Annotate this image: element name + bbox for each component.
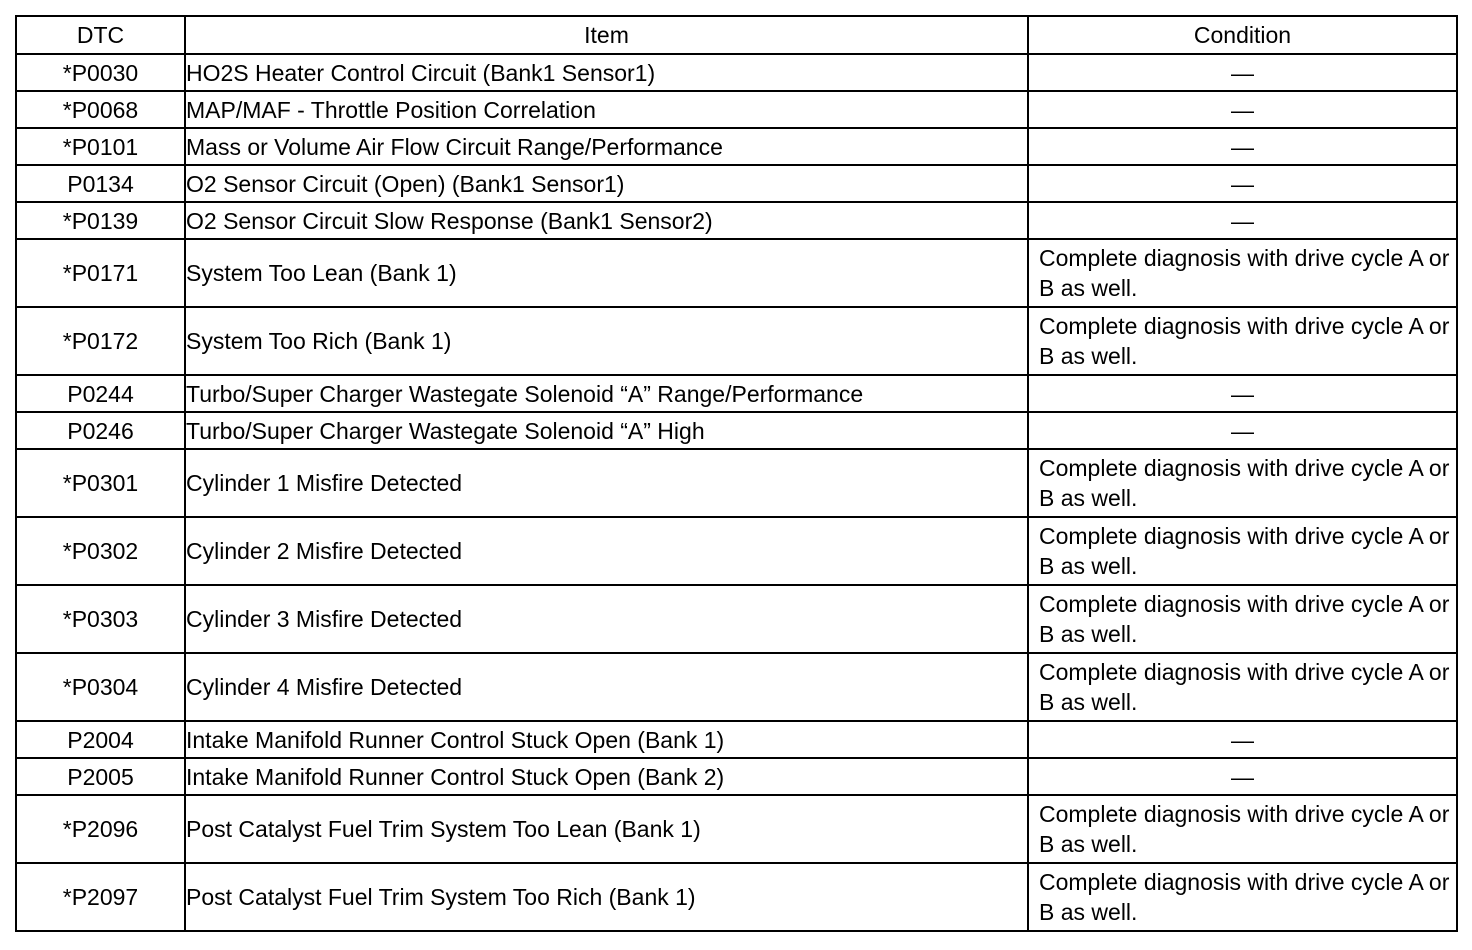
dtc-code: *P0171 [16, 239, 185, 307]
dtc-condition: — [1028, 165, 1457, 202]
dtc-item: Cylinder 3 Misfire Detected [185, 585, 1028, 653]
dtc-code: P2004 [16, 721, 185, 758]
dtc-item: Intake Manifold Runner Control Stuck Open (Bank 2) [185, 758, 1028, 795]
dtc-item: MAP/MAF - Throttle Position Correlation [185, 91, 1028, 128]
dtc-item: Mass or Volume Air Flow Circuit Range/Performance [185, 128, 1028, 165]
dtc-code: *P0303 [16, 585, 185, 653]
table-row [16, 202, 1457, 239]
dtc-code: *P2096 [16, 795, 185, 863]
dtc-code: *P0301 [16, 449, 185, 517]
table-row [16, 128, 1457, 165]
table-row [16, 585, 1457, 653]
table-row [16, 307, 1457, 375]
dtc-item: Turbo/Super Charger Wastegate Solenoid “A” High [185, 412, 1028, 449]
dtc-code: *P0030 [16, 54, 185, 91]
table-row [16, 412, 1457, 449]
dtc-code: *P0068 [16, 91, 185, 128]
dtc-item: System Too Lean (Bank 1) [185, 239, 1028, 307]
dtc-code: *P0139 [16, 202, 185, 239]
dtc-code: P0246 [16, 412, 185, 449]
dtc-condition: Complete diagnosis with drive cycle A or B as well. [1028, 863, 1457, 931]
dtc-condition: Complete diagnosis with drive cycle A or B as well. [1028, 307, 1457, 375]
dtc-condition: Complete diagnosis with drive cycle A or B as well. [1028, 585, 1457, 653]
table-row [16, 653, 1457, 721]
dtc-condition: — [1028, 91, 1457, 128]
dtc-code: P2005 [16, 758, 185, 795]
table-row [16, 54, 1457, 91]
header-dtc: DTC [16, 16, 185, 54]
dtc-condition: Complete diagnosis with drive cycle A or B as well. [1028, 239, 1457, 307]
table-row [16, 449, 1457, 517]
dtc-condition: Complete diagnosis with drive cycle A or B as well. [1028, 449, 1457, 517]
table-row [16, 795, 1457, 863]
dtc-item: Intake Manifold Runner Control Stuck Open (Bank 1) [185, 721, 1028, 758]
dtc-condition: Complete diagnosis with drive cycle A or B as well. [1028, 517, 1457, 585]
header-item: Item [185, 16, 1028, 54]
dtc-item: Post Catalyst Fuel Trim System Too Rich (Bank 1) [185, 863, 1028, 931]
dtc-item: Cylinder 4 Misfire Detected [185, 653, 1028, 721]
dtc-item: Post Catalyst Fuel Trim System Too Lean (Bank 1) [185, 795, 1028, 863]
dtc-code: *P0172 [16, 307, 185, 375]
table-row [16, 375, 1457, 412]
dtc-code: *P0304 [16, 653, 185, 721]
dtc-condition: — [1028, 412, 1457, 449]
table-row [16, 863, 1457, 931]
table-header-row [16, 16, 1457, 54]
dtc-condition: Complete diagnosis with drive cycle A or B as well. [1028, 653, 1457, 721]
dtc-item: Cylinder 1 Misfire Detected [185, 449, 1028, 517]
dtc-code: *P2097 [16, 863, 185, 931]
dtc-item: O2 Sensor Circuit (Open) (Bank1 Sensor1) [185, 165, 1028, 202]
dtc-condition: — [1028, 202, 1457, 239]
dtc-condition: — [1028, 128, 1457, 165]
dtc-code: P0244 [16, 375, 185, 412]
dtc-code: *P0302 [16, 517, 185, 585]
dtc-code: *P0101 [16, 128, 185, 165]
table-row [16, 758, 1457, 795]
dtc-condition: — [1028, 758, 1457, 795]
dtc-condition: Complete diagnosis with drive cycle A or B as well. [1028, 795, 1457, 863]
dtc-condition: — [1028, 721, 1457, 758]
table-row [16, 721, 1457, 758]
dtc-item: HO2S Heater Control Circuit (Bank1 Sensor1) [185, 54, 1028, 91]
table-row [16, 165, 1457, 202]
dtc-item: Cylinder 2 Misfire Detected [185, 517, 1028, 585]
dtc-condition: — [1028, 54, 1457, 91]
table-body [16, 54, 1457, 931]
table-row [16, 91, 1457, 128]
dtc-item: Turbo/Super Charger Wastegate Solenoid “A” Range/Performance [185, 375, 1028, 412]
dtc-item: O2 Sensor Circuit Slow Response (Bank1 Sensor2) [185, 202, 1028, 239]
table-row [16, 239, 1457, 307]
dtc-code: P0134 [16, 165, 185, 202]
dtc-condition: — [1028, 375, 1457, 412]
table-row [16, 517, 1457, 585]
dtc-item: System Too Rich (Bank 1) [185, 307, 1028, 375]
dtc-table [15, 15, 1458, 932]
header-condition: Condition [1028, 16, 1457, 54]
